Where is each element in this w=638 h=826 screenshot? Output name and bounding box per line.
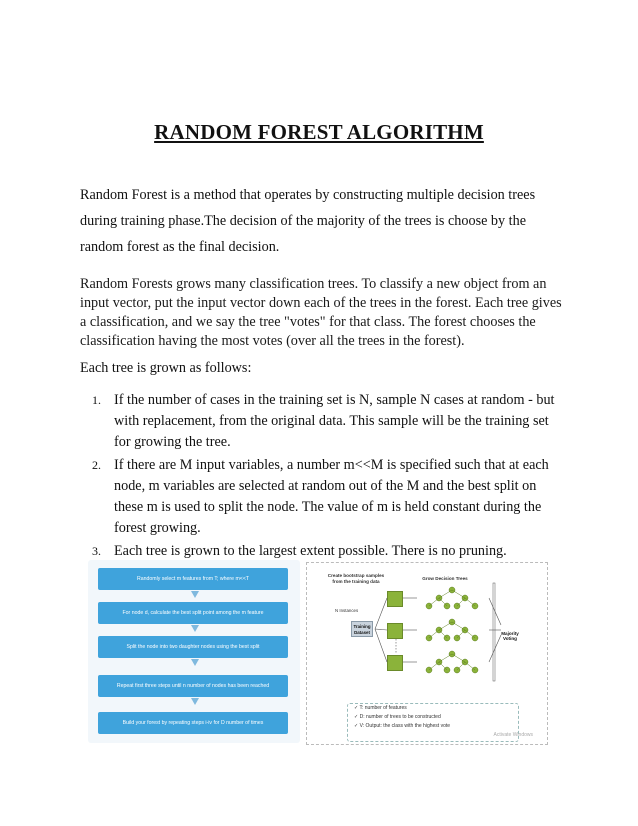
intro-paragraph: Random Forest is a method that operates by constructing multiple decision trees during training phase.The decision of the majority of the trees is choose by the random forest as the final decision. — [80, 187, 536, 255]
arrow-down-icon — [191, 625, 199, 632]
training-dataset-box: Training Dataset — [351, 621, 373, 637]
list-item-text: If there are M input variables, a number m<<M is specified such that at each node, m variables are selected at random out of the M and the best split on these m is used to split the node. The value of m is held constant during the forest growing. — [114, 457, 549, 536]
flow-step-3: Split the node into two daughter nodes using the best split — [98, 636, 288, 658]
flow-step-2: For node d, calculate the best split point among the m feature — [98, 602, 288, 624]
flow-step-5: Build your forest by repeating steps i-iv for D number of times — [98, 712, 288, 734]
list-number: 3. — [92, 544, 101, 558]
flowchart — [88, 560, 300, 743]
bootstrap-label: Create bootstrap samples from the training data — [327, 573, 385, 584]
steps-list — [80, 390, 566, 564]
random-forest-diagram — [306, 562, 548, 745]
algorithm-figure — [88, 560, 548, 745]
arrow-down-icon — [191, 698, 199, 705]
legend-item: ✓ V: Output: the class with the highest vote — [354, 723, 451, 729]
steps-intro: Each tree is grown as follows: — [80, 360, 252, 376]
grow-trees-label: Grow Decision Trees — [422, 576, 468, 581]
list-item-text: If the number of cases in the training set is N, sample N cases at random - but with replacement, from the original data. This sample will be the training set for growing the tree. — [114, 392, 555, 450]
arrow-down-icon — [191, 659, 199, 666]
list-number: 2. — [92, 458, 101, 472]
list-item — [80, 390, 566, 453]
description-paragraph: Random Forests grows many classification trees. To classify a new object from an input vector, put the input vector down each of the trees in the forest. Each tree gives a classification, and we say the tree "votes" for that class. The forest chooses the classification having the most votes (over all the trees in the forest). — [80, 276, 562, 349]
watermark: Activate Windows — [493, 732, 533, 738]
arrow-down-icon — [191, 591, 199, 598]
instances-label: N Instances — [335, 608, 359, 613]
list-number: 1. — [92, 393, 101, 407]
legend-item: ✓ D: number of trees to be constructed — [354, 714, 441, 720]
flow-step-4: Repeat first three steps until n number of nodes has been reached — [98, 675, 288, 697]
legend-item: ✓ T: number of features — [354, 705, 407, 711]
list-item — [80, 455, 566, 539]
page-title: RANDOM FOREST ALGORITHM — [154, 120, 484, 144]
majority-voting-label: Majority Voting — [501, 631, 519, 641]
list-item — [80, 541, 566, 562]
flow-step-1: Randomly select m features from T; where m<<T — [98, 568, 288, 590]
list-item-text: Each tree is grown to the largest extent possible. There is no pruning. — [114, 543, 507, 559]
